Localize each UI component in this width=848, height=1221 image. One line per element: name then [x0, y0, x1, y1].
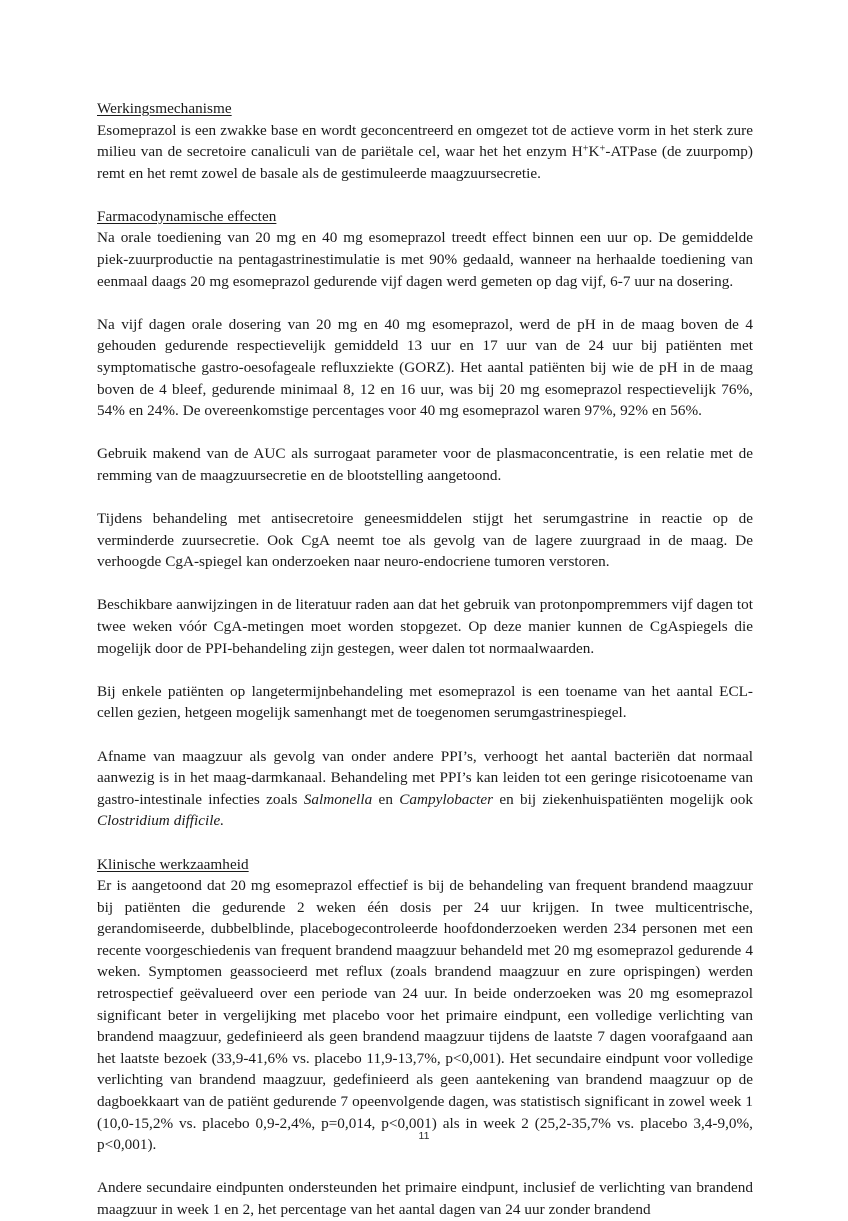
text-run: K — [588, 143, 600, 161]
text-run: Beschikbare aanwijzingen in de literatuur raden aan dat het gebruik van protonpompremmers vijf dagen tot twee weken vóór CgA-metingen moet worden stopgezet. Op deze manier kunnen de CgAspiegels die mogelijk door de PPI-behandeling zijn gestegen, weer dalen tot normaalwaarden. — [97, 596, 753, 657]
paragraph — [97, 746, 753, 832]
text-run: Na orale toediening van 20 mg en 40 mg esomeprazol treedt effect binnen een uur op. De gemiddelde piek-zuurproductie na pentagastrinestimulatie is met 90% gedaald, wanneer na herhaalde toediening van eenmaal daags 20 mg esomeprazol gedurende vijf dagen werd gemeten op dag vijf, 6-7 uur na dosering. — [97, 229, 753, 290]
paragraph — [97, 875, 753, 1156]
paragraph — [97, 508, 753, 573]
paragraph — [97, 227, 753, 292]
paragraph-spacer — [97, 1156, 753, 1178]
paragraph-spacer — [97, 487, 753, 509]
superscript: + — [599, 143, 606, 155]
paragraph — [97, 594, 753, 659]
text-run: Tijdens behandeling met antisecretoire geneesmiddelen stijgt het serumgastrine in reactie op de verminderde zuursecretie. Ook CgA neemt toe als gevolg van de lagere zuurgraad in de maag. De verhoogde CgA-spiegel kan onderzoeken naar neuro-endocriene tumoren verstoren. — [97, 510, 753, 571]
text-run: Afname van maagzuur als gevolg van onder andere PPI’s, verhoogt het aantal bacteriën dat normaal aanwezig is in het maag-darmkanaal. Behandeling met PPI’s kan leiden tot een geringe risicotoename van gastro-intestinale infecties zoals — [97, 747, 753, 808]
paragraph-spacer — [97, 573, 753, 595]
page-number: 11 — [418, 1130, 430, 1142]
section-heading: Klinische werkzaamheid — [97, 855, 249, 873]
text-run: Na vijf dagen orale dosering van 20 mg en 40 mg esomeprazol, werd de pH in de maag boven de 4 gehouden gedurende respectievelijk gemiddeld 13 uur en 17 uur van de 24 uur bij patiënten met symptomatische gastro-oesofageale refluxziekte (GORZ). Het aantal patiënten bij wie de pH in de maag boven de 4 bleef, gedurende minimaal 8, 12 en 16 uur, was bij 20 mg esomeprazol respectievelijk 76%, 54% en 24%. De overeenkomstige percentages voor 40 mg esomeprazol waren 97%, 92% en 56%. — [97, 315, 753, 420]
text-run: Er is aangetoond dat 20 mg esomeprazol effectief is bij de behandeling van frequent brandend maagzuur bij patiënten die gedurende 2 weken één dosis per 24 uur krijgen. In twee multicentrische, gerandomiseerde, dubbelblinde, placebogecontroleerde hoofdonderzoeken werden 234 personen met een recente voorgeschiedenis van frequent brandend maagzuur behandeld met 20 mg esomeprazol gedurende 4 weken. Symptomen geassocieerd met reflux (zoals brandend maagzuur en zure oprispingen) werden retrospectief geëvalueerd over een periode van 24 uur. In beide onderzoeken was 20 mg esomeprazol significant beter in vergelijking met placebo voor het primaire eindpunt, een volledige verlichting van brandend maagzuur, gedefinieerd als geen brandend maagzuur tijdens de laatste 7 dagen voorafgaand aan het laatste bezoek (33,9-41,6% vs. placebo 11,9-13,7%, p<0,001). Het secundaire eindpunt voor volledige verlichting van brandend maagzuur, gedefinieerd als geen aantekening van brandend maagzuur op de dagboekkaart van de patiënt gedurende 7 opeenvolgende dagen, was statistisch significant in zowel week 1 (10,0-15,2% vs. placebo 0,9-2,4%, p=0,014, p<0,001) als in week 2 (25,2-35,7% vs. placebo 3,4-9,0%, p<0,001). — [97, 877, 753, 1154]
paragraph-spacer — [97, 292, 753, 314]
italic-term: Campylobacter — [399, 790, 494, 808]
section-spacer — [97, 832, 753, 854]
paragraph — [97, 120, 753, 185]
italic-term: Salmonella — [303, 790, 373, 808]
text-run: Esomeprazol is een zwakke base en wordt geconcentreerd en omgezet tot de actieve vorm in het sterk zure milieu van de secretoire canaliculi van de pariëtale cel, waar het het enzym H — [97, 121, 753, 161]
text-run: -ATPase (de zuurpomp) remt en het remt zowel de basale als de gestimuleerde maagzuursecretie. — [97, 143, 753, 182]
section-heading: Werkingsmechanisme — [97, 100, 232, 117]
section-spacer — [97, 184, 753, 206]
section-heading: Farmacodynamische effecten — [97, 207, 277, 225]
paragraph-spacer — [97, 724, 753, 746]
superscript: + — [582, 143, 589, 155]
paragraph — [97, 681, 753, 724]
italic-term: Clostridium difficile. — [97, 812, 225, 830]
paragraph — [97, 1177, 753, 1220]
text-run: en — [372, 790, 400, 808]
page-body — [97, 98, 753, 1221]
paragraph-spacer — [97, 422, 753, 444]
text-run: Andere secundaire eindpunten ondersteunden het primaire eindpunt, inclusief de verlichting van brandend maagzuur in week 1 en 2, het percentage van het aantal dagen van 24 uur zonder brandend — [97, 1179, 753, 1218]
text-run: en bij ziekenhuispatiënten mogelijk ook — [493, 790, 753, 808]
paragraph-spacer — [97, 659, 753, 681]
text-run: Bij enkele patiënten op langetermijnbehandeling met esomeprazol is een toename van het aantal ECL-cellen gezien, hetgeen mogelijk samenhangt met de toegenomen serumgastrinespiegel. — [97, 682, 753, 722]
text-run: Gebruik makend van de AUC als surrogaat parameter voor de plasmaconcentratie, is een relatie met de remming van de maagzuursecretie en de blootstelling aangetoond. — [97, 445, 753, 484]
paragraph — [97, 443, 753, 486]
paragraph — [97, 314, 753, 422]
